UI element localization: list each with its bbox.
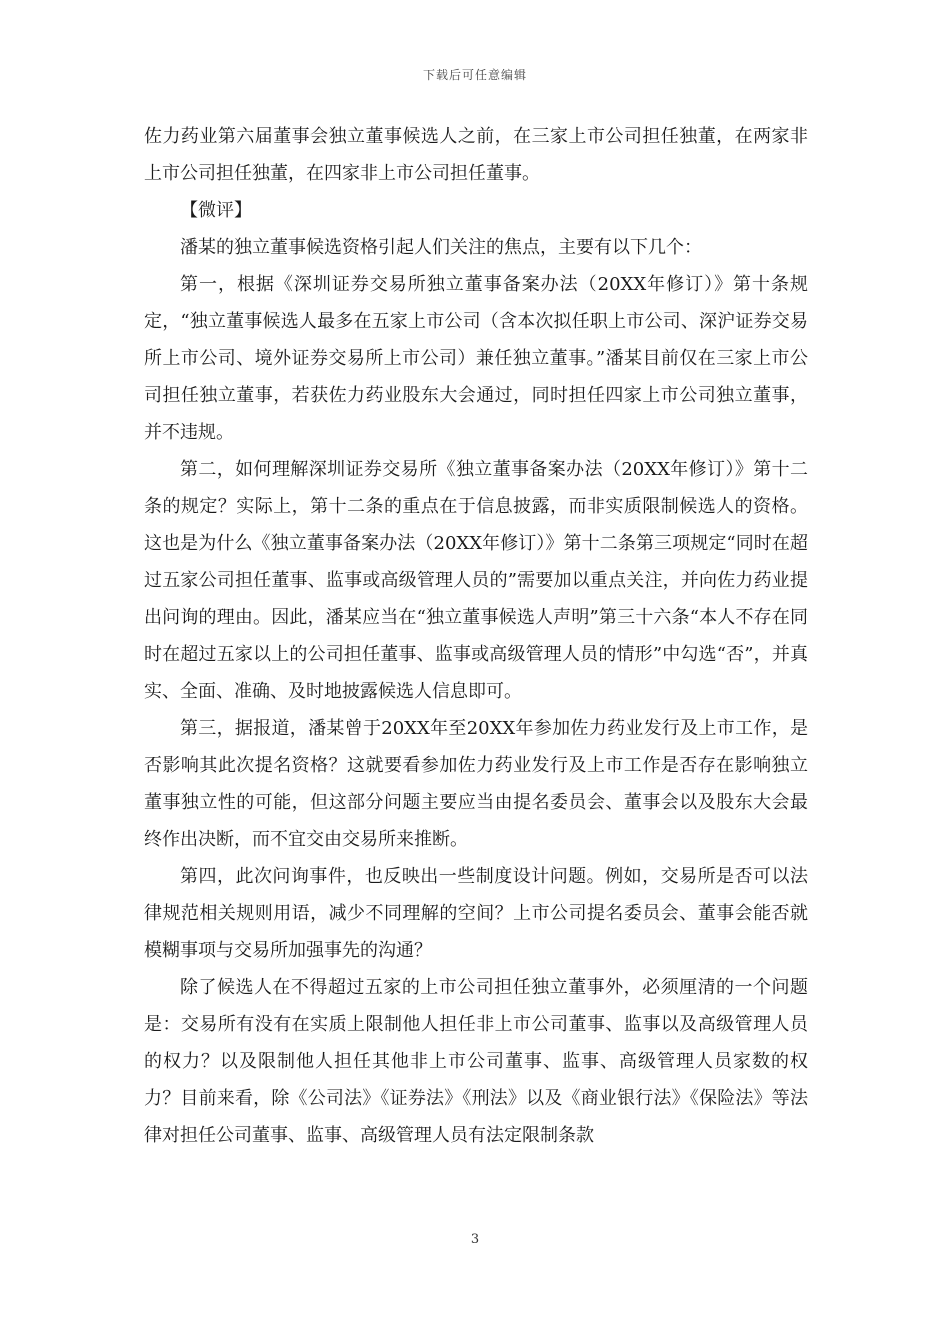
paragraph-8: 除了候选人在不得超过五家的上市公司担任独立董事外，必须厘清的一个问题是：交易所有没有在实质上限制他人担任非上市公司董事、监事以及高级管理人员的权力？以及限制他人担任其他非上市公司董事、监事、高级管理人员家数的权力？目前来看，除《公司法》《证券法》《刑法》以及《商业银行法》《保险法》等法律对担任公司董事、监事、高级管理人员有法定限制条款 (144, 977, 808, 1146)
paragraph-7: 第四，此次问询事件，也反映出一些制度设计问题。例如，交易所是否可以法律规范相关规则用语，减少不同理解的空间？上市公司提名委员会、董事会能否就模糊事项与交易所加强事先的沟通？ (144, 866, 808, 961)
paragraph-5: 第二，如何理解深圳证券交易所《独立董事备案办法（20XX年修订）》第十二条的规定？实际上，第十二条的重点在于信息披露，而非实质限制候选人的资格。这也是为什么《独立董事备案办法（20XX年修订）》第十二条第三项规定“同时在超过五家公司担任董事、监事或高级管理人员的”需要加以重点关注，并向佐力药业提出问询的理由。因此，潘某应当在“独立董事候选人声明”第三十六条“本人不存在同时在超过五家以上的公司担任董事、监事或高级管理人员的情形”中勾选“否”，并真实、全面、准确、及时地披露候选人信息即可。 (144, 459, 808, 702)
paragraph-3: 潘某的独立董事候选资格引起人们关注的焦点，主要有以下几个： (180, 237, 702, 258)
page-number: 3 (470, 1232, 480, 1247)
page-header: 下载后可任意编辑 (422, 68, 527, 82)
paragraph-4: 第一，根据《深圳证券交易所独立董事备案办法（20XX年修订）》第十条规定，“独立董事候选人最多在五家上市公司（含本次拟任职上市公司、深沪证券交易所上市公司、境外证券交易所上市公司）兼任独立董事。”潘某目前仅在三家上市公司担任独立董事，若获佐力药业股东大会通过，同时担任四家上市公司独立董事，并不违规。 (144, 274, 808, 443)
paragraph-6: 第三，据报道，潘某曾于20XX年至20XX年参加佐力药业发行及上市工作，是否影响其此次提名资格？这就要看参加佐力药业发行及上市工作是否存在影响独立董事独立性的可能，但这部分问题主要应当由提名委员会、董事会以及股东大会最终作出决断，而不宜交由交易所来推断。 (144, 718, 808, 850)
document-body (144, 118, 808, 1154)
paragraph-review-heading: 【微评】 (180, 200, 252, 221)
paragraph-1: 佐力药业第六届董事会独立董事候选人之前，在三家上市公司担任独董，在两家非上市公司担任独董，在四家非上市公司担任董事。 (144, 126, 808, 184)
